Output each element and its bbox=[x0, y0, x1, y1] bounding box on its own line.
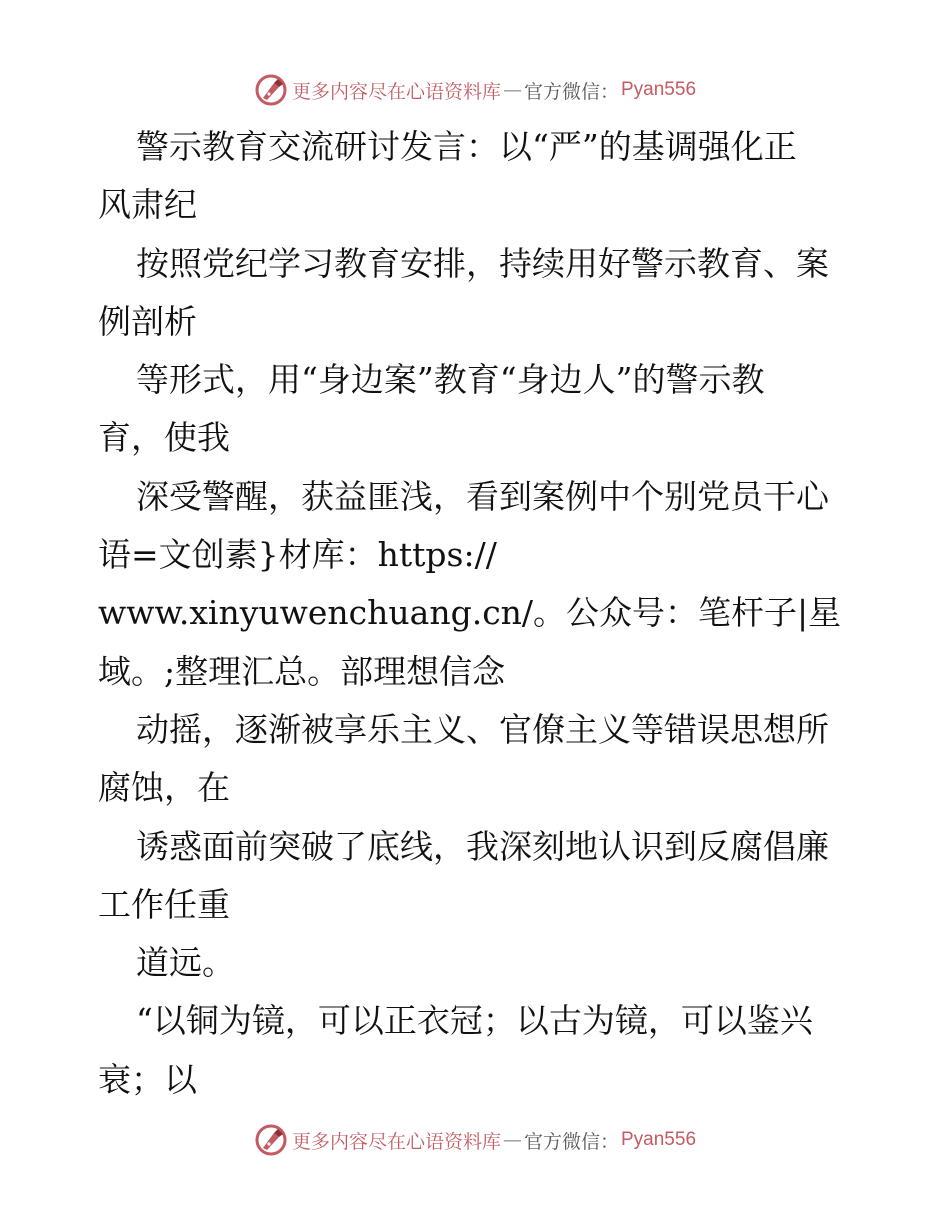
body-line: 深受警醒，获益匪浅，看到案例中个别党员干心 bbox=[136, 476, 829, 516]
pen-nib-circle-icon bbox=[254, 1123, 288, 1157]
body-line: 腐蚀，在 bbox=[98, 768, 230, 808]
body-line: 按照党纪学习教育安排，持续用好警示教育、案 bbox=[136, 243, 829, 283]
body-line: 语=文创素}材库：https:// bbox=[98, 535, 497, 575]
body-line: 动摇，逐渐被享乐主义、官僚主义等错误思想所 bbox=[136, 709, 829, 749]
body-line: 风肃纪 bbox=[98, 185, 197, 225]
banner-wechat-id: Pyan556 bbox=[621, 79, 697, 100]
banner-text: 更多内容尽在心语资料库 bbox=[291, 80, 501, 103]
banner-wechat-label: 官方微信： bbox=[523, 1130, 619, 1153]
body-line: 例剖析 bbox=[98, 301, 197, 341]
banner-wechat-id: Pyan556 bbox=[621, 1129, 697, 1150]
banner-separator: — bbox=[502, 79, 522, 101]
body-line: 等形式，用“身边案”教育“身边人”的警示教 bbox=[136, 360, 765, 400]
body-line: 道远。 bbox=[136, 943, 235, 983]
body-line: “以铜为镜，可以正衣冠；以古为镜，可以鉴兴 bbox=[136, 1001, 813, 1041]
body-line: 衰；以 bbox=[98, 1059, 197, 1099]
banner-separator: — bbox=[502, 1129, 522, 1151]
body-line: 警示教育交流研讨发言：以“严”的基调强化正 bbox=[136, 127, 797, 166]
footer-banner bbox=[0, 1120, 950, 1160]
pen-nib-circle-icon bbox=[254, 73, 288, 107]
body-line: 工作任重 bbox=[98, 884, 230, 924]
banner-text: 更多内容尽在心语资料库 bbox=[291, 1130, 501, 1153]
body-line: 育，使我 bbox=[98, 418, 230, 458]
body-line: 诱惑面前突破了底线，我深刻地认识到反腐倡廉 bbox=[136, 826, 829, 866]
body-line: 域。;整理汇总。部理想信念 bbox=[98, 651, 506, 691]
header-banner bbox=[0, 70, 950, 110]
banner-wechat-label: 官方微信： bbox=[523, 80, 619, 103]
body-line: www.xinyuwenchuang.cn/。公众号：笔杆子|星 bbox=[98, 593, 842, 633]
document-body bbox=[98, 118, 858, 1109]
